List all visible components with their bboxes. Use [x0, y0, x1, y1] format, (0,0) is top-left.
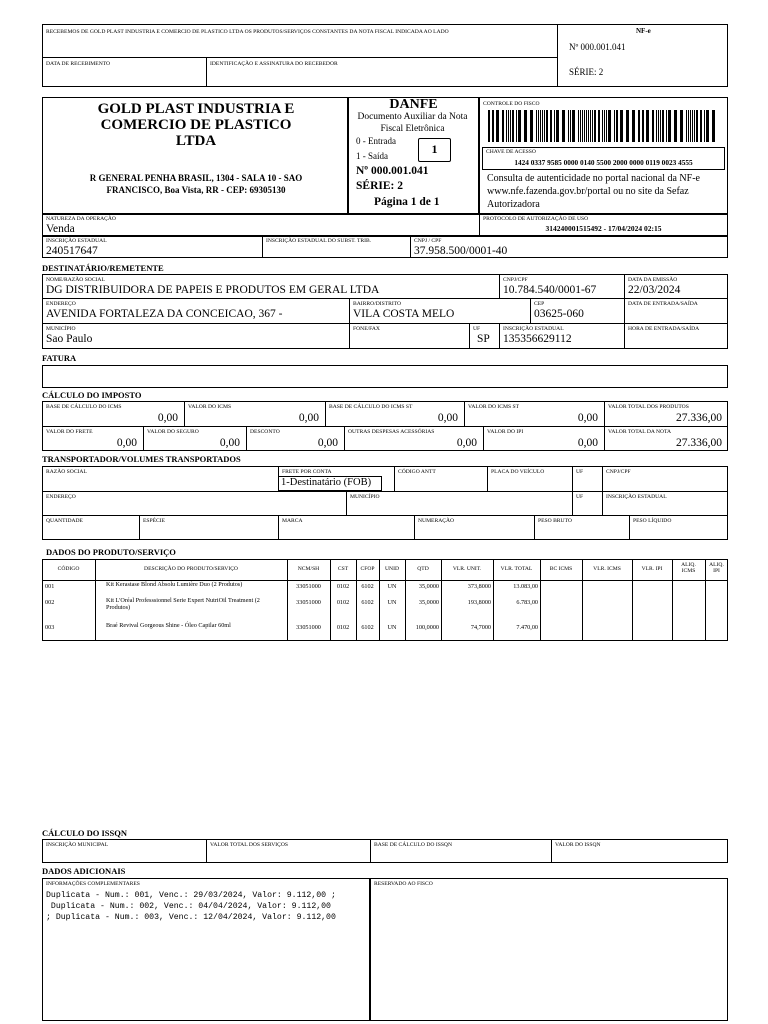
additional-info-line-3: ; Duplicata - Num.: 003, Venc.: 12/04/2024, Valor: 9.112,00: [46, 913, 336, 922]
ie-label: INSCRIÇÃO ESTADUAL: [46, 238, 107, 244]
additional-section: DADOS ADICIONAIS: [42, 866, 126, 876]
product-cell-ncm: 33051000: [296, 599, 321, 606]
barcode-bar: [588, 110, 589, 142]
additional-info-line-1: Duplicata - Num.: 001, Venc.: 29/03/2024, Valor: 9.112,00 ;: [46, 891, 336, 900]
barcode-bar: [614, 110, 615, 142]
product-header-8: VLR. TOTAL: [500, 566, 533, 572]
transport-section: TRANSPORTADOR/VOLUMES TRANSPORTADOS: [42, 454, 241, 464]
product-cell-ncm: 33051000: [296, 583, 321, 590]
product-cell-price: 74,7000: [470, 624, 491, 631]
fiscal-control-label: CONTROLE DO FISCO: [483, 101, 540, 107]
recipient-district: VILA COSTA MELO: [353, 308, 455, 320]
product-cell-desc: Kit L'Oréal Professsionnel Serie Expert NutriOil Treatment (2 Produtos): [106, 597, 260, 611]
barcode-bar: [572, 110, 575, 142]
barcode-bar: [674, 110, 677, 142]
barcode-bar: [608, 110, 611, 142]
product-cell-qty: 100,0000: [415, 624, 439, 631]
tax-row2-value-0: 0,00: [116, 437, 137, 449]
product-cell-ncm: 33051000: [296, 624, 321, 631]
recipient-ie-label: INSCRIÇÃO ESTADUAL: [503, 326, 564, 332]
barcode-bar: [544, 110, 545, 142]
barcode-bar: [602, 110, 603, 142]
barcode-bar: [510, 110, 511, 142]
issqn-base-label: BASE DE CÁLCULO DO ISSQN: [374, 842, 453, 848]
issqn-section: CÁLCULO DO ISSQN: [42, 828, 128, 838]
carrier-ie-label: INSCRIÇÃO ESTADUAL: [606, 494, 667, 500]
invoice-section: FATURA: [42, 353, 77, 363]
tax-row2-label-5: VALOR TOTAL DA NOTA: [608, 429, 672, 435]
product-cell-total: 13.083,00: [513, 583, 538, 590]
receipt-number: Nº 000.001.041: [569, 42, 626, 52]
barcode-bar: [506, 110, 507, 142]
tax-row1-label-1: VALOR DO ICMS: [188, 404, 232, 410]
barcode-bar: [704, 110, 705, 142]
tax-row1-label-0: BASE DE CÁLCULO DO ICMS: [46, 404, 122, 410]
product-cell-unit: UN: [387, 583, 397, 590]
protocol-value: 314240001515492 - 17/04/2024 02:15: [545, 224, 662, 233]
barcode-bar: [694, 110, 695, 142]
barcode-bar: [706, 110, 709, 142]
carrier-uf2-label: UF: [576, 494, 584, 500]
carrier-city-label: MUNICÍPIO: [350, 494, 380, 500]
product-header-5: UNID: [385, 566, 399, 572]
product-cell-cfop: 6102: [361, 583, 374, 590]
emitter-address: R GENERAL PENHA BRASIL, 1304 - SALA 10 - SAO FRANCISCO, Boa Vista, RR - CEP: 69305130: [89, 173, 303, 195]
barcode-bar: [660, 110, 661, 142]
barcode-bar: [578, 110, 579, 142]
additional-info-label: INFORMAÇÕES COMPLEMENTARES: [46, 881, 140, 887]
barcode-bar: [554, 110, 555, 142]
product-cell-qty: 35,0000: [418, 599, 439, 606]
recipient-phone-label: FONE/FAX: [353, 326, 380, 332]
recipient-city: Sao Paulo: [46, 333, 93, 345]
carrier-cnpj-label: CNPJ/CPF: [606, 469, 631, 475]
freight-label: FRETE POR CONTA: [282, 469, 332, 475]
tax-row1-value-2: 0,00: [437, 412, 458, 424]
issqn-value-label: VALOR DO ISSQN: [555, 842, 601, 848]
product-cell-desc: Braé Revival Gorgeous Shine - Óleo Capilar 60ml: [106, 622, 231, 629]
danfe-number: Nº 000.001.041: [356, 165, 429, 177]
fiscal-consult: Consulta de autenticidade no portal nacional da NF-e www.nfe.fazenda.gov.br/portal ou no site da Sefaz Autorizadora: [487, 173, 700, 210]
product-cell-cst: 0102: [336, 583, 350, 590]
barcode-bar: [570, 110, 571, 142]
transport-box: [42, 466, 728, 540]
ie-value: 240517647: [46, 245, 98, 257]
recipient-cnpj-label: CNPJ/CPF: [503, 277, 528, 283]
barcode-bar: [508, 110, 509, 142]
nature-label: NATUREZA DA OPERAÇÃO: [46, 216, 116, 222]
barcode-bar: [632, 110, 635, 142]
barcode-bar: [580, 110, 581, 142]
product-cell-code: 002: [45, 599, 55, 606]
tax-row1-label-3: VALOR DO ICMS ST: [468, 404, 520, 410]
recipient-uf: SP: [477, 333, 490, 345]
issue-date: 22/03/2024: [628, 284, 681, 296]
volume-brand-label: MARCA: [282, 518, 303, 524]
barcode-bar: [668, 110, 671, 142]
product-cell-qty: 35,0000: [418, 583, 439, 590]
product-cell-total: 7.470,00: [516, 624, 538, 631]
issqn-services-label: VALOR TOTAL DOS SERVIÇOS: [210, 842, 288, 848]
product-cell-code: 001: [45, 583, 55, 590]
access-key: 1424 0337 9585 0000 0140 5500 2000 0000 0119 0023 4555: [514, 158, 693, 167]
product-header-4: CFOP: [360, 566, 375, 572]
product-header-1: DESCRIÇÃO DO PRODUTO/SERVIÇO: [144, 566, 238, 572]
product-header-7: VLR. UNIT.: [452, 566, 482, 572]
product-header-10: VLR. ICMS: [593, 566, 621, 572]
product-cell-cfop: 6102: [361, 624, 374, 631]
product-header-13: ALIQ. IPI: [709, 562, 724, 574]
receipt-series: SÉRIE: 2: [569, 67, 604, 77]
barcode-bar: [524, 110, 527, 142]
barcode-bar: [692, 110, 693, 142]
in-out-time-label: HORA DE ENTRADA/SAÍDA: [628, 326, 700, 332]
barcode-bar: [584, 110, 585, 142]
product-header-12: ALIQ. ICMS: [681, 562, 696, 574]
receipt-sign-label: IDENTIFICAÇÃO E ASSINATURA DO RECEBEDOR: [210, 61, 338, 67]
product-header-0: CÓDIGO: [57, 566, 80, 572]
barcode-bar: [536, 110, 537, 142]
nature-value: Venda: [46, 223, 75, 235]
barcode-bar: [646, 110, 649, 142]
danfe-entry: 0 - Entrada: [356, 136, 396, 146]
barcode-bar: [656, 110, 657, 142]
freight-value: 1-Destinatário (FOB): [281, 477, 372, 488]
tax-row2-label-2: DESCONTO: [250, 429, 280, 435]
barcode-bar: [488, 110, 490, 142]
plate-label: PLACA DO VEÍCULO: [491, 469, 545, 475]
product-cell-cst: 0102: [336, 599, 350, 606]
recipient-uf-label: UF: [473, 326, 481, 332]
product-header-11: VLR. IPI: [641, 566, 663, 572]
product-cell-desc: Kit Kerastase Blond Absolu Lumière Duo (2 Produtos): [106, 581, 243, 588]
additional-info-line-2: Duplicata - Num.: 002, Venc.: 04/04/2024, Valor: 9.112,00: [46, 902, 331, 911]
product-cell-cst: 0102: [336, 624, 350, 631]
issqn-municipal-label: INSCRIÇÃO MUNICIPAL: [46, 842, 109, 848]
receipt-nfe-label: NF-e: [636, 27, 651, 35]
danfe-title: DANFE: [389, 97, 438, 112]
tax-row1-value-1: 0,00: [298, 412, 319, 424]
volume-kind-label: ESPÉCIE: [143, 518, 166, 524]
barcode-bar: [556, 110, 559, 142]
cnpj-label: CNPJ / CPF: [414, 238, 442, 244]
danfe-exit: 1 - Saída: [356, 151, 388, 161]
tax-row2-label-1: VALOR DO SEGURO: [147, 429, 199, 435]
protocol-label: PROTOCOLO DE AUTORIZAÇÃO DE USO: [483, 216, 589, 222]
product-cell-price: 373,8000: [467, 583, 491, 590]
barcode-bar: [712, 110, 715, 142]
invoice-box: [42, 365, 728, 388]
carrier-name-label: RAZÃO SOCIAL: [46, 469, 87, 475]
barcode-bar: [662, 110, 664, 142]
barcode-bar: [496, 110, 499, 142]
product-header-6: QTD: [417, 566, 429, 572]
cnpj-value: 37.958.500/0001-40: [414, 245, 508, 257]
tax-row2-label-0: VALOR DO FRETE: [46, 429, 93, 435]
barcode-bar: [540, 110, 541, 142]
antt-label: CÓDIGO ANTT: [398, 469, 436, 475]
barcode-bar: [562, 110, 565, 142]
recipient-address: AVENIDA FORTALEZA DA CONCEICAO, 367 -: [46, 308, 283, 320]
gross-weight-label: PESO BRUTO: [538, 518, 572, 524]
product-cell-code: 003: [45, 624, 55, 631]
access-key-label: CHAVE DE ACESSO: [486, 149, 536, 155]
barcode-bar: [606, 110, 607, 142]
barcode-bar: [492, 110, 494, 142]
barcode-bar: [616, 110, 618, 142]
barcode-bar: [550, 110, 552, 142]
volume-numbering-label: NUMERAÇÃO: [418, 518, 455, 524]
barcode-bar: [542, 110, 543, 142]
product-cell-unit: UN: [387, 624, 397, 631]
recipient-name-label: NOME/RAZÃO SOCIAL: [46, 277, 105, 283]
in-out-date-label: DATA DE ENTRADA/SAÍDA: [628, 301, 698, 307]
recipient-cep-label: CEP: [534, 301, 545, 307]
barcode: [488, 110, 718, 142]
barcode-bar: [620, 110, 623, 142]
reserved-fisco-box: [370, 878, 728, 1021]
product-cell-unit: UN: [387, 599, 397, 606]
barcode-bar: [546, 110, 548, 142]
barcode-bar: [690, 110, 691, 142]
volume-qty-label: QUANTIDADE: [46, 518, 83, 524]
product-cell-total: 6.783,00: [516, 599, 538, 606]
barcode-bar: [592, 110, 593, 142]
barcode-bar: [638, 110, 640, 142]
tax-row2-value-1: 0,00: [219, 437, 240, 449]
tax-row2-value-3: 0,00: [456, 437, 477, 449]
barcode-bar: [598, 110, 600, 142]
danfe-series: SÉRIE: 2: [356, 180, 403, 192]
operation-row2: [42, 236, 728, 258]
tax-row2-label-4: VALOR DO IPI: [487, 429, 524, 435]
recipient-cep: 03625-060: [534, 308, 584, 320]
recipient-district-label: BAIRRO/DISTRITO: [353, 301, 402, 307]
recipient-ie: 135356629112: [503, 333, 572, 345]
ie-st-label: INSCRIÇÃO ESTADUAL DO SUBST. TRIB.: [266, 238, 372, 244]
receipt-date-label: DATA DE RECEBIMENTO: [46, 61, 111, 67]
receipt-text: RECEBEMOS DE GOLD PLAST INDUSTRIA E COMERCIO DE PLASTICO LTDA OS PRODUTOS/SERVIÇOS CONSTANTES DA NOTA FISCAL INDICADA AO LADO: [46, 29, 449, 35]
barcode-bar: [642, 110, 644, 142]
barcode-bar: [696, 110, 698, 142]
tax-row1-value-3: 0,00: [577, 412, 598, 424]
product-cell-price: 193,8000: [467, 599, 491, 606]
product-header-2: NCM/SH: [297, 566, 320, 572]
tax-row1-label-4: VALOR TOTAL DOS PRODUTOS: [608, 404, 689, 410]
barcode-bar: [530, 110, 533, 142]
barcode-bar: [568, 110, 569, 142]
tax-row1-label-2: BASE DE CÁLCULO DO ICMS ST: [329, 404, 413, 410]
barcode-bar: [518, 110, 521, 142]
product-header-9: BC ICMS: [549, 566, 573, 572]
tax-row1-value-4: 27.336,00: [676, 412, 722, 424]
barcode-bar: [700, 110, 702, 142]
barcode-bar: [604, 110, 605, 142]
carrier-uf-label: UF: [576, 469, 584, 475]
product-cell-cfop: 6102: [361, 599, 374, 606]
barcode-bar: [512, 110, 514, 142]
barcode-bar: [590, 110, 591, 142]
tax-row2-value-4: 0,00: [577, 437, 598, 449]
reserved-fisco-label: RESERVADO AO FISCO: [374, 881, 433, 887]
recipient-section: DESTINATÁRIO/REMETENTE: [42, 263, 164, 273]
barcode-bar: [594, 110, 596, 142]
barcode-bar: [688, 110, 689, 142]
recipient-name: DG DISTRIBUIDORA DE PAPEIS E PRODUTOS EM GERAL LTDA: [46, 284, 380, 296]
issue-date-label: DATA DA EMISSÃO: [628, 277, 678, 283]
tax-row2-value-2: 0,00: [317, 437, 338, 449]
recipient-cnpj: 10.784.540/0001-67: [503, 284, 597, 296]
tax-section: CÁLCULO DO IMPOSTO: [42, 390, 142, 400]
danfe-type: 1: [431, 142, 438, 156]
recipient-city-label: MUNICÍPIO: [46, 326, 76, 332]
barcode-bar: [626, 110, 629, 142]
products-section: DADOS DO PRODUTO/SERVIÇO: [46, 547, 176, 557]
net-weight-label: PESO LÍQUIDO: [633, 518, 672, 524]
barcode-bar: [502, 110, 504, 142]
barcode-bar: [686, 110, 687, 142]
barcode-bar: [666, 110, 667, 142]
recipient-address-label: ENDEREÇO: [46, 301, 76, 307]
tax-row1-value-0: 0,00: [157, 412, 178, 424]
barcode-bar: [586, 110, 587, 142]
tax-row2-value-5: 27.336,00: [676, 437, 722, 449]
barcode-bar: [516, 110, 517, 142]
tax-row2-label-3: OUTRAS DESPESAS ACESSÓRIAS: [348, 429, 435, 435]
product-header-3: CST: [337, 566, 349, 572]
barcode-bar: [680, 110, 683, 142]
emitter-name: GOLD PLAST INDUSTRIA E COMERCIO DE PLASTICO LTDA: [97, 101, 295, 149]
barcode-bar: [538, 110, 539, 142]
danfe-subtitle: Documento Auxiliar da Nota Fiscal Eletrônica: [357, 112, 468, 134]
barcode-bar: [658, 110, 659, 142]
barcode-bar: [652, 110, 654, 142]
danfe-page: Página 1 de 1: [374, 196, 440, 208]
barcode-bar: [582, 110, 583, 142]
carrier-address-label: ENDEREÇO: [46, 494, 76, 500]
